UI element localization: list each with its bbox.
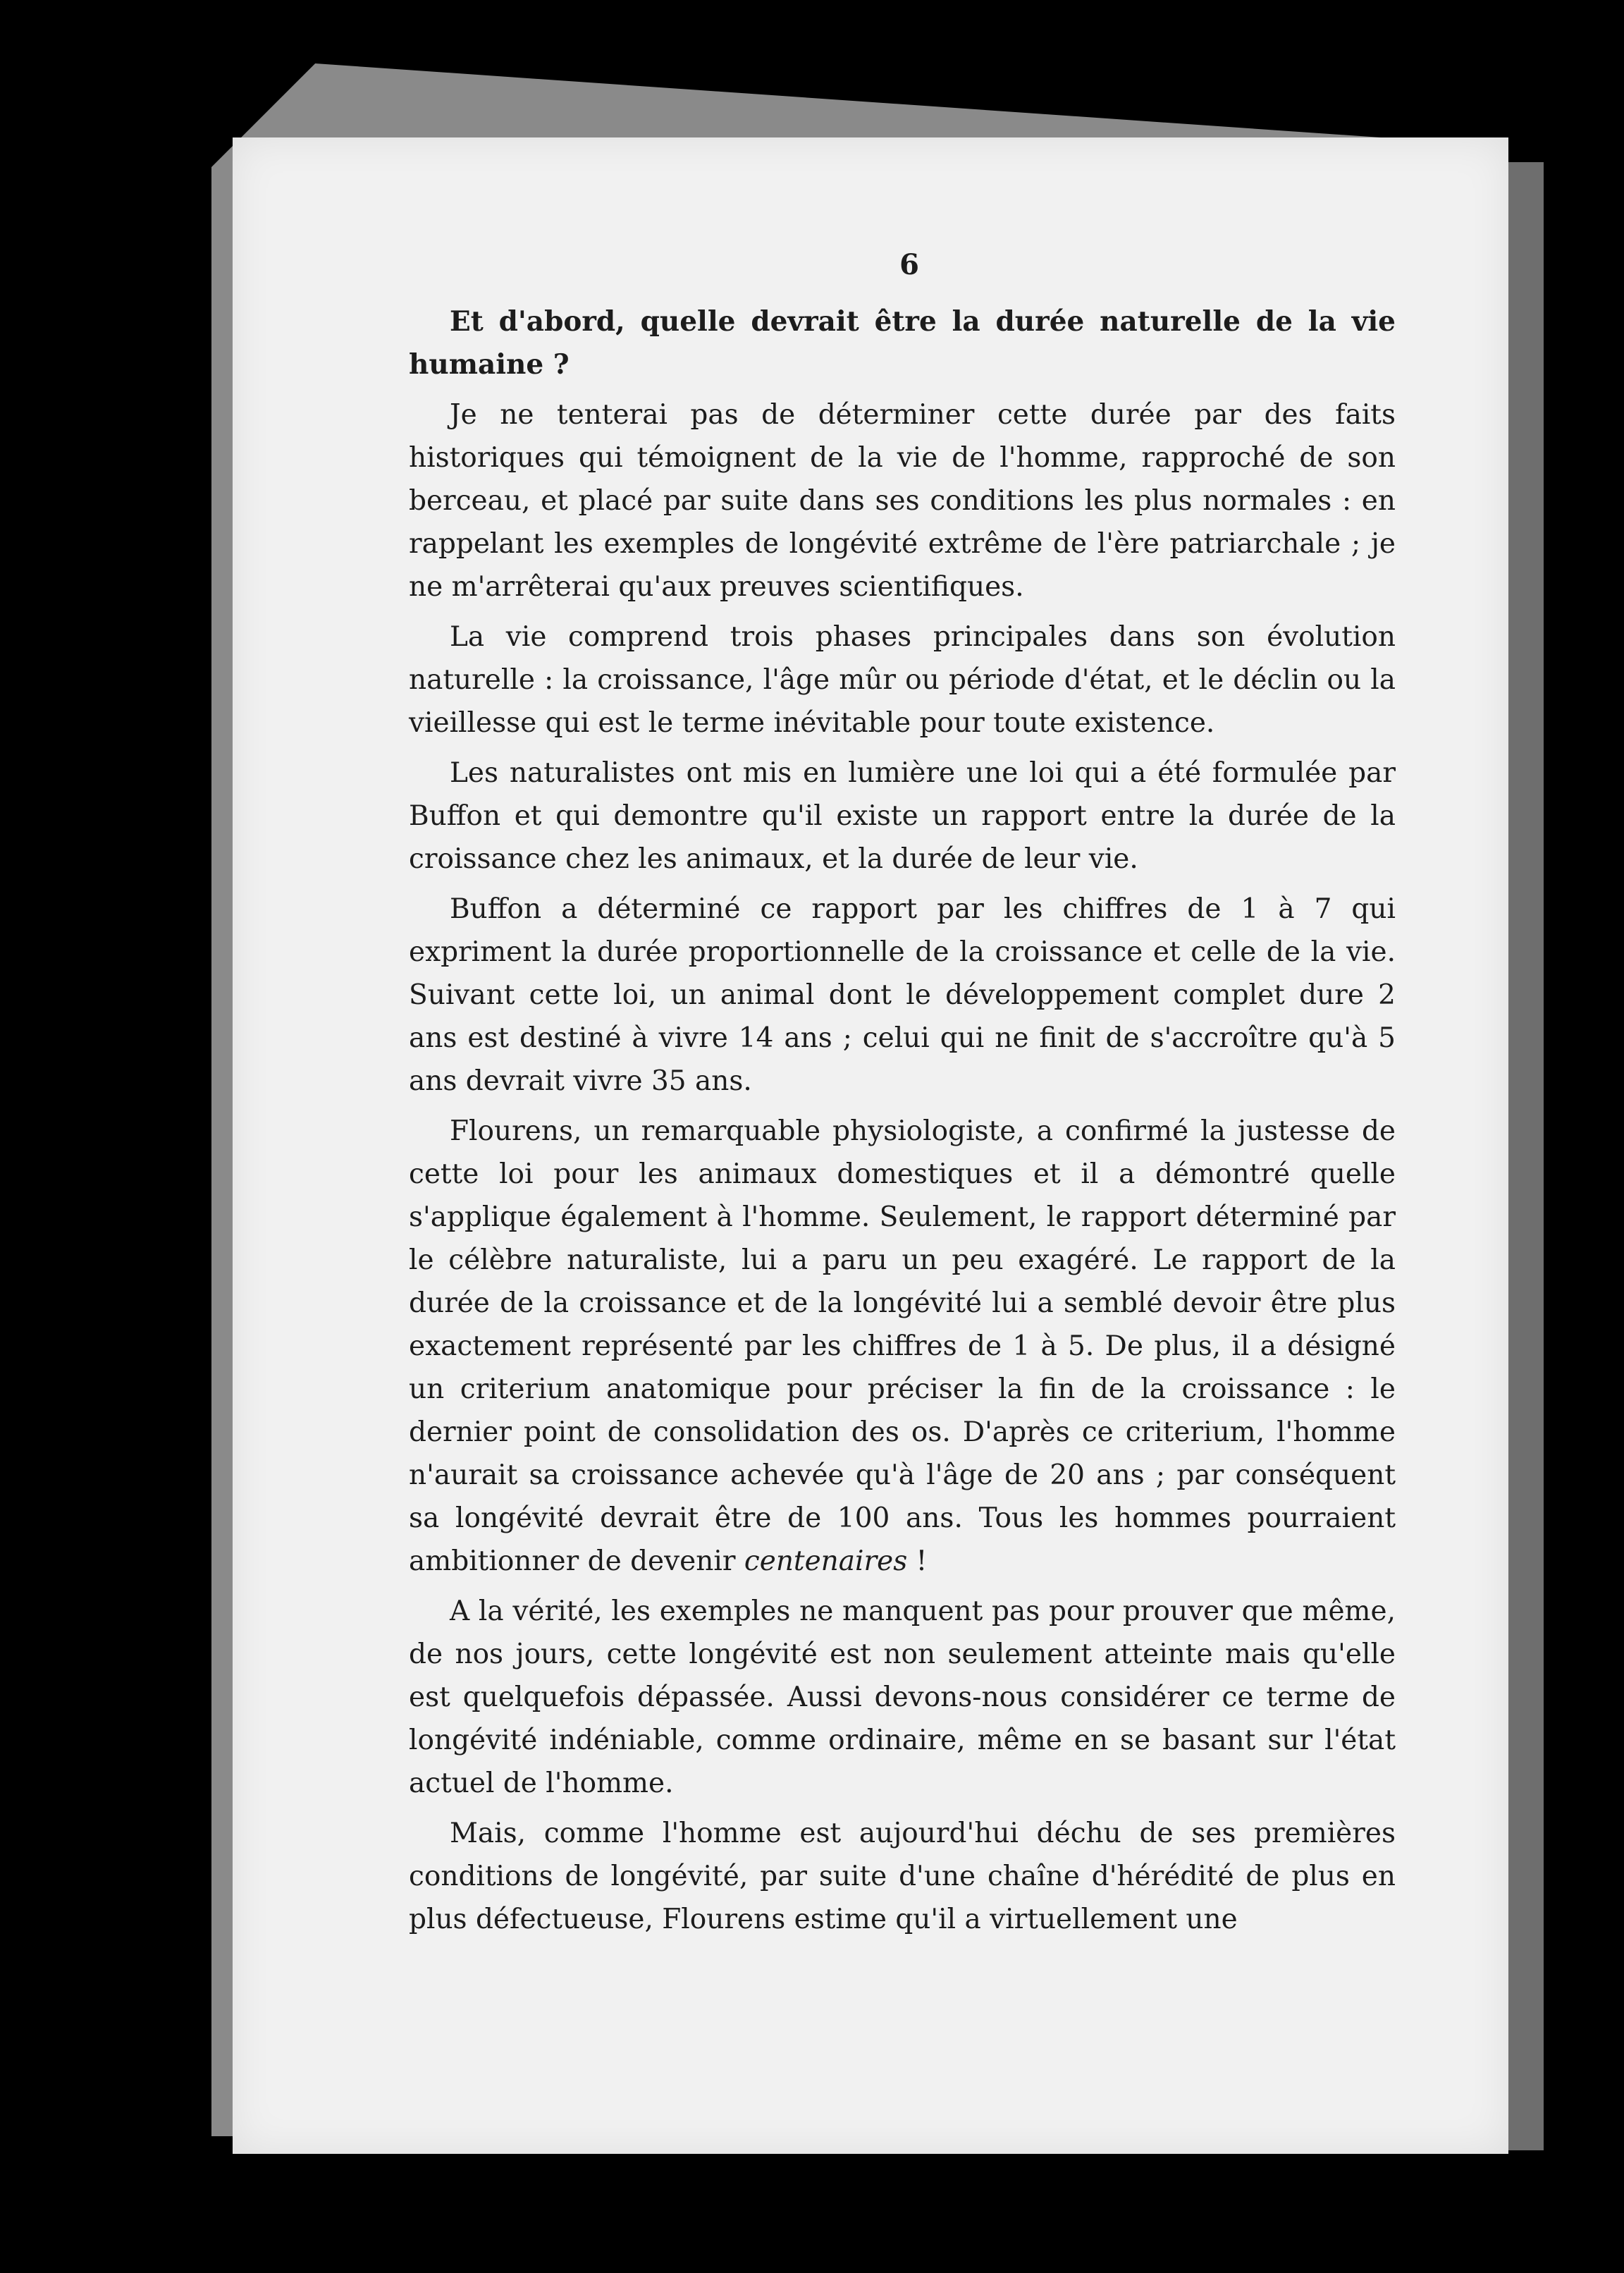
page-number: 6 bbox=[899, 248, 919, 281]
paragraph-flourens bbox=[409, 1110, 1396, 1583]
paragraph-verite: A la vérité, les exemples ne manquent pas pour prouver que même, de nos jours, cette longévité est non seulement atteinte mais qu'elle est quelquefois dépassée. Aussi devons-nous considérer ce terme de longévité indéniable, comme ordinaire, même en se basant sur l'état actuel de l'homme. bbox=[409, 1595, 1396, 1799]
paragraph-buffon-law: Les naturalistes ont mis en lumière une loi qui a été formulée par Buffon et qui demontre qu'il existe un rapport entre la durée de la croissance chez les animaux, et la durée de leur vie. bbox=[409, 757, 1396, 875]
paragraph-historical-facts: Je ne tenterai pas de déterminer cette durée par des faits historiques qui témoignent de la vie de l'homme, rapproché de son berceau, et placé par suite dans ses conditions les plus normales : en rappelant les exemples de longévité extrême de l'ère patriarchale ; je ne m'arrêterai qu'aux preuves scientifiques. bbox=[409, 399, 1396, 603]
paragraph-buffon-ratio: Buffon a déterminé ce rapport par les chiffres de 1 à 7 qui expriment la durée proportionnelle de la croissance et celle de la vie. Suivant cette loi, un animal dont le développement complet dure 2 ans est destiné à vivre 14 ans ; celui qui ne finit de s'accroître qu'à 5 ans devrait vivre 35 ans. bbox=[409, 893, 1396, 1097]
paragraph-flourens-text: Flourens, un remarquable physiologiste, a confirmé la justesse de cette loi pour les animaux domestiques et il a démontré quelle s'applique également à l'homme. Seulement, le rapport déterminé par le célèbre naturaliste, lui a paru un peu exagéré. Le rapport de la durée de la croissance et de la longévité lui a semblé devoir être plus exactement représenté par les chiffres de 1 à 5. De plus, il a désigné un criterium anatomique pour préciser la fin de la croissance : le dernier point de consolidation des os. D'après ce criterium, l'homme n'aurait sa croissance achevée qu'à l'âge de 20 ans ; par conséquent sa longévité devrait être de 100 ans. Tous les hommes pourraient ambitionner de devenir bbox=[409, 1115, 1396, 1577]
page-text-block bbox=[409, 243, 1396, 1948]
paragraph-flourens-end: ! bbox=[907, 1545, 928, 1577]
paragraph-mais: Mais, comme l'homme est aujourd'hui déchu de ses premières conditions de longévité, par suite d'une chaîne d'hérédité de plus en plus défectueuse, Flourens estime qu'il a virtuellement une bbox=[409, 1818, 1396, 1935]
book-page bbox=[233, 137, 1508, 2154]
paragraph-life-phases: La vie comprend trois phases principales dans son évolution naturelle : la croissance, l'âge mûr ou période d'état, et le déclin ou la vieillesse qui est le terme inévitable pour toute existence. bbox=[409, 621, 1396, 739]
book-page-edge bbox=[1508, 162, 1544, 2150]
paragraph-question: Et d'abord, quelle devrait être la durée naturelle de la vie humaine ? bbox=[409, 305, 1396, 381]
centenaires-italic: centenaires bbox=[744, 1545, 908, 1577]
